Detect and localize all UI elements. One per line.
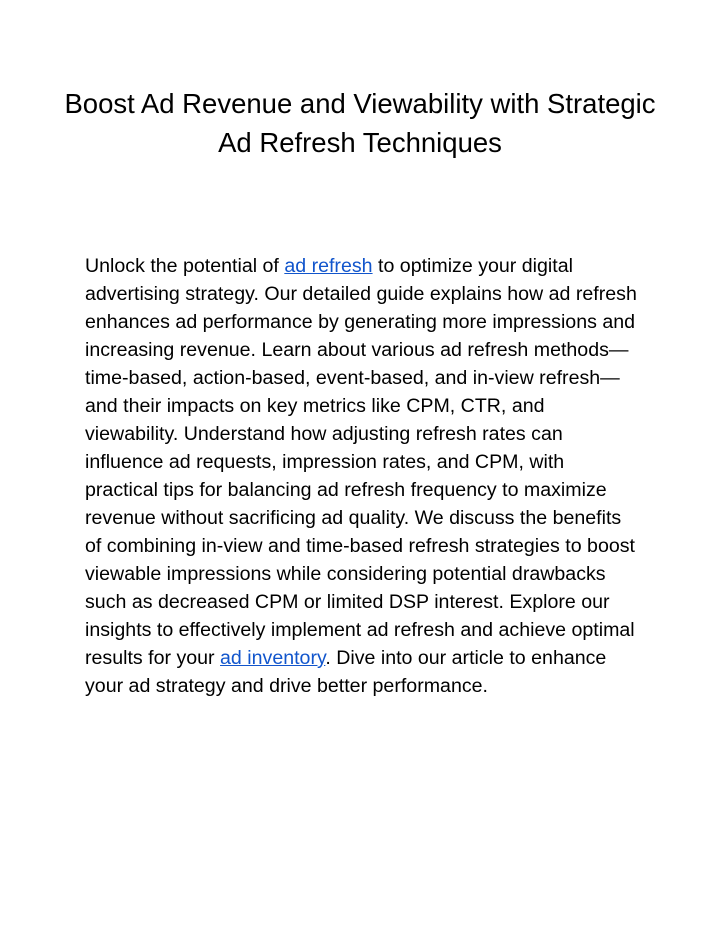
- paragraph-text-3: . Dive into our article to enhance your ad strategy and drive better performance.: [85, 647, 607, 697]
- page-title: Boost Ad Revenue and Viewability with Strategic Ad Refresh Techniques: [64, 88, 656, 158]
- paragraph-text-2: to optimize your digital advertising strategy. Our detailed guide explains how ad refresh enhances ad performance by generating more impressions and increasing revenue. Learn about various ad refresh methods—time-based, action-based, event-based, and in-view refresh—and their impacts on key metrics like CPM, CTR, and viewability. Understand how adjusting refresh rates can influence ad requests, impression rates, and CPM, with practical tips for balancing ad refresh frequency to maximize revenue without sacrificing ad quality. We discuss the benefits of combining in-view and time-based refresh strategies to boost viewable impressions while considering potential drawbacks such as decreased CPM or limited DSP interest. Explore our insights to effectively implement ad refresh and achieve optimal results for your: [85, 255, 637, 669]
- body-paragraph: [85, 252, 640, 700]
- ad-refresh-link[interactable]: ad refresh: [284, 255, 373, 277]
- ad-inventory-link[interactable]: ad inventory: [220, 647, 326, 669]
- paragraph-text-1: Unlock the potential of: [85, 255, 285, 277]
